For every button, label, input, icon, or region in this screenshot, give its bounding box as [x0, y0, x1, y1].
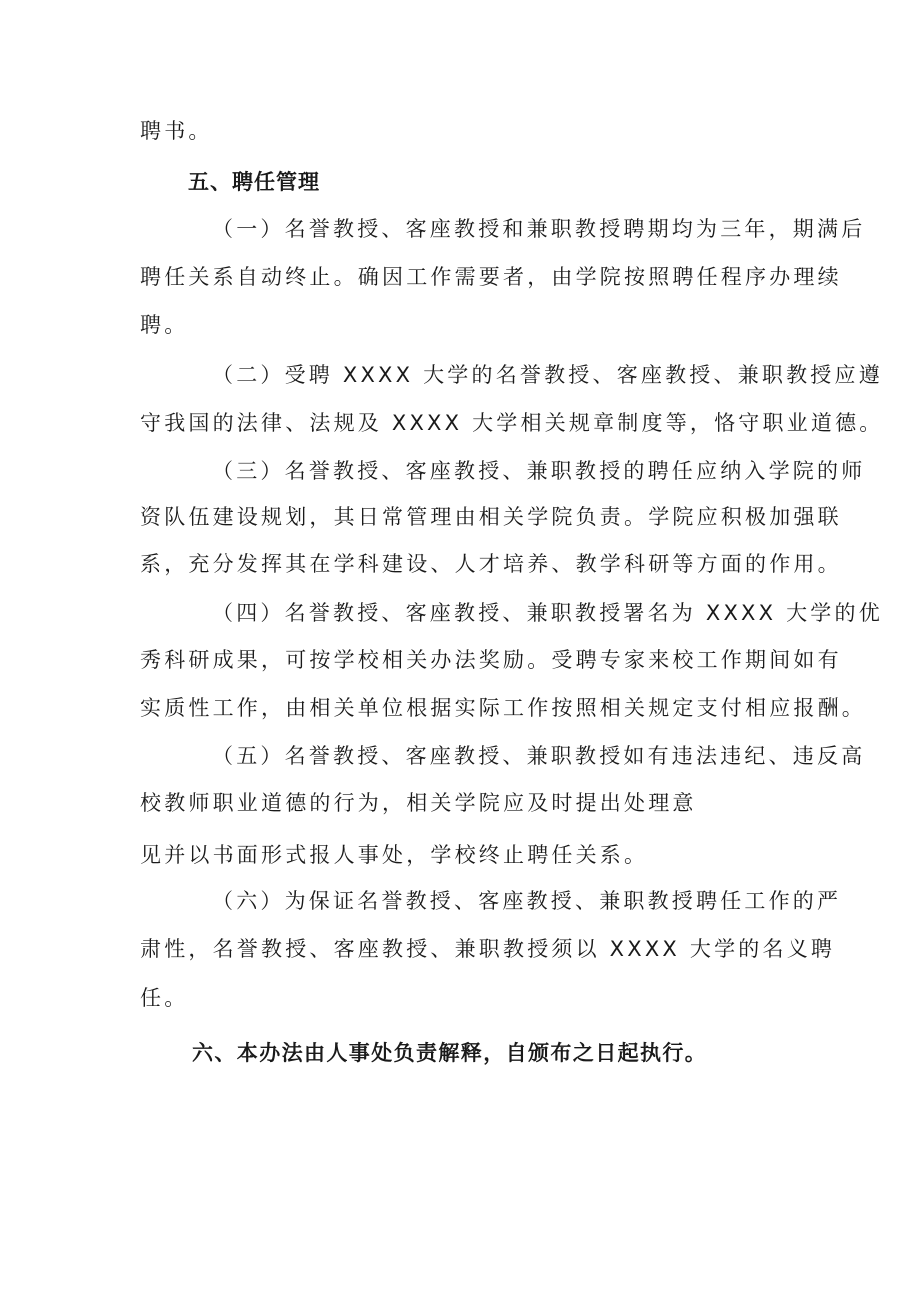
text-line: 守我国的法律、法规及 XXXX 大学相关规章制度等，恪守职业道德。 [140, 411, 884, 435]
text-line: 系，充分发挥其在学科建设、人才培养、教学科研等方面的作用。 [140, 552, 842, 576]
text-line: （二）受聘 XXXX 大学的名誉教授、客座教授、兼职教授应遵 [212, 363, 883, 387]
text-line: 资队伍建设规划，其日常管理由相关学院负责。学院应积极加强联 [140, 505, 842, 529]
text-line: 聘书。 [140, 119, 213, 143]
text-line: 秀科研成果，可按学校相关办法奖励。受聘专家来校工作期间如有 [140, 648, 842, 672]
section-heading-6: 六、本办法由人事处负责解释，自颁布之日起执行。 [192, 1041, 708, 1065]
text-line: （一）名誉教授、客座教授和兼职教授聘期均为三年，期满后 [212, 217, 866, 241]
text-line: 任。 [140, 986, 189, 1010]
text-line: （六）为保证名誉教授、客座教授、兼职教授聘任工作的严 [212, 889, 842, 913]
text-line: （四）名誉教授、客座教授、兼职教授署名为 XXXX 大学的优 [212, 601, 883, 625]
text-line: 聘任关系自动终止。确因工作需要者，由学院按照聘任程序办理续 [140, 265, 842, 289]
text-line: （五）名誉教授、客座教授、兼职教授如有违法违纪、违反高 [212, 744, 866, 768]
text-line: 实质性工作，由相关单位根据实际工作按照相关规定支付相应报酬。 [140, 696, 866, 720]
text-line: 肃性，名誉教授、客座教授、兼职教授须以 XXXX 大学的名义聘 [140, 937, 836, 961]
text-line: （三）名誉教授、客座教授、兼职教授的聘任应纳入学院的师 [212, 459, 866, 483]
text-line: 聘。 [140, 313, 189, 337]
text-line: 校教师职业道德的行为，相关学院应及时提出处理意 [140, 791, 697, 815]
text-line: 见并以书面形式报人事处，学校终止聘任关系。 [140, 843, 649, 867]
section-heading-5: 五、聘任管理 [188, 170, 320, 194]
